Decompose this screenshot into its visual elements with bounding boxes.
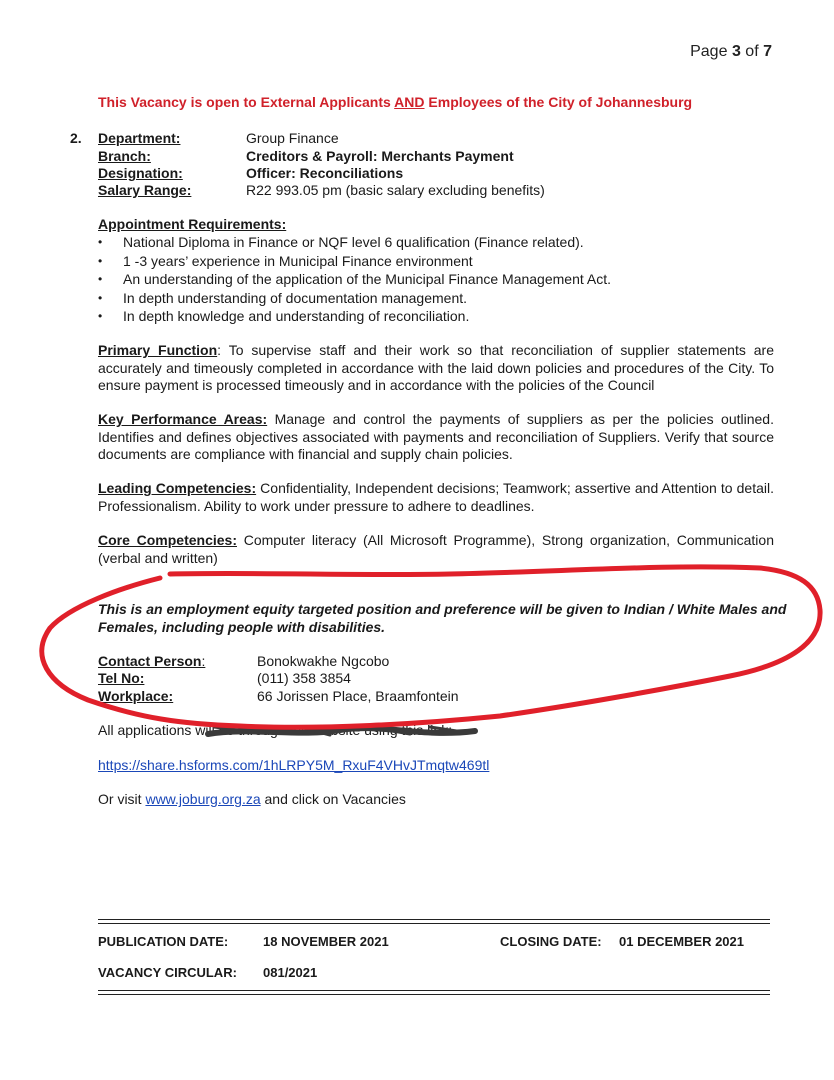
apply-link-line [98, 757, 489, 773]
designation-label: Designation: [98, 165, 183, 181]
closing-date-label: CLOSING DATE: [500, 934, 602, 949]
contact-person-label: Contact Person: [98, 653, 206, 669]
kpa-heading: Key Performance Areas: [98, 411, 268, 427]
salary-label: Salary Range: [98, 182, 192, 198]
closing-date-value: 01 DECEMBER 2021 [619, 934, 744, 949]
vacancy-notice: This Vacancy is open to External Applicants AND Employees of the City of Johannesburg [98, 94, 693, 110]
vacancy-circular-value: 081/2021 [263, 965, 318, 980]
footer-top-rule [98, 919, 770, 920]
leading-competencies: Leading Competencies: Confidentiality, Independent decisions; Teamwork; assertive and Attention to detail. Professionalism. Ability to work under pressure to adhere to deadlines. [98, 480, 774, 514]
core-heading: Core Competencies: [98, 532, 237, 548]
footer-bottom-rule-2 [98, 994, 770, 995]
contact-person-value: Bonokwakhe Ngcobo [257, 653, 390, 669]
item-number: 2. [70, 130, 82, 146]
key-performance-areas: Key Performance Areas: Manage and control the payments of suppliers as per the policies outlined. Identifies and defines objectives associated with payments and reconciliation of Suppliers. Verify that source documents are compliance with financial and supply chain policies. [98, 411, 774, 462]
publication-date-label: PUBLICATION DATE: [98, 934, 229, 949]
list-item: • National Diploma in Finance or NQF level 6 qualification (Finance related). [98, 233, 611, 252]
joburg-website-link[interactable]: www.joburg.org.za [145, 791, 261, 807]
list-item: • In depth understanding of documentation management. [98, 289, 611, 308]
list-item: • In depth knowledge and understanding of reconciliation. [98, 307, 611, 326]
department-label: Department: [98, 130, 181, 146]
requirements-heading: Appointment Requirements: [98, 216, 287, 232]
publication-date-value: 18 NOVEMBER 2021 [263, 934, 389, 949]
footer-top-rule-2 [98, 923, 770, 924]
list-item: • An understanding of the application of the Municipal Finance Management Act. [98, 270, 611, 289]
branch-value: Creditors & Payroll: Merchants Payment [246, 148, 514, 164]
leading-heading: Leading Competencies: [98, 480, 257, 496]
footer-bottom-rule [98, 990, 770, 991]
tel-value: (011) 358 3854 [257, 670, 351, 686]
equity-statement: This is an employment equity targeted position and preference will be given to Indian / White Males and Females, including people with disabilities. [98, 601, 787, 635]
primary-function-heading: Primary Function [98, 342, 218, 358]
core-competencies: Core Competencies: Computer literacy (All Microsoft Programme), Strong organization, Communication (verbal and written) [98, 532, 774, 566]
vacancy-circular-label: VACANCY CIRCULAR: [98, 965, 237, 980]
salary-value: R22 993.05 pm (basic salary excluding benefits) [246, 182, 545, 198]
list-item: • 1 -3 years’ experience in Municipal Finance environment [98, 252, 611, 271]
department-value: Group Finance [246, 130, 339, 146]
workplace-label: Workplace: [98, 688, 174, 704]
apply-link[interactable]: https://share.hsforms.com/1hLRPY5M_RxuF4VHvJTmqtw469tl [98, 757, 490, 773]
requirements-list [98, 233, 611, 326]
tel-label: Tel No: [98, 670, 145, 686]
primary-function: Primary Function: To supervise staff and their work so that reconciliation of supplier statements are accurately and timeously completed in accordance with the laid down policies and procedures of the City. To ensure payment is processed timeously and in accordance with the policies of the Council [98, 342, 774, 393]
applications-text: All applications will be through the website using this link: [98, 722, 453, 738]
page-number: Page 3 of 7 [690, 43, 772, 60]
branch-label: Branch: [98, 148, 151, 164]
designation-value: Officer: Reconciliations [246, 165, 404, 181]
workplace-value: 66 Jorissen Place, Braamfontein [257, 688, 459, 704]
visit-line: Or visit www.joburg.org.za and click on Vacancies [98, 791, 406, 807]
